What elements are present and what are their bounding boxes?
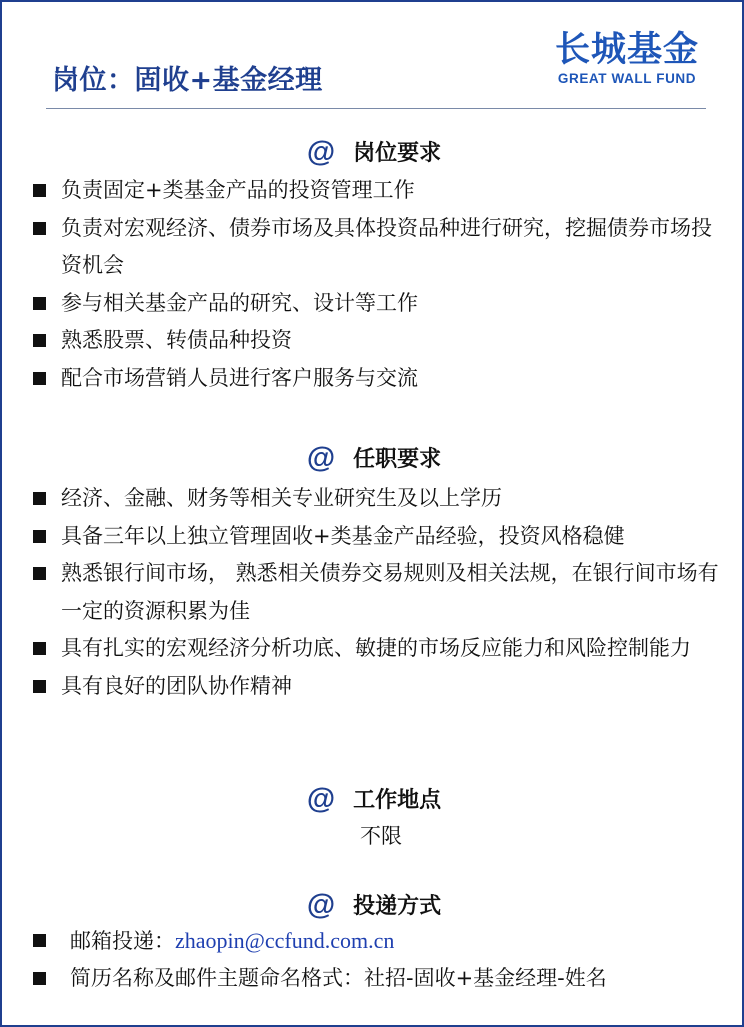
delivery-list <box>32 922 732 997</box>
list-item: 负责固定+类基金产品的投资管理工作 <box>32 172 732 210</box>
bullet-square-icon <box>33 184 46 197</box>
email-link[interactable]: zhaopin@ccfund.com.cn <box>175 928 395 953</box>
at-icon: @ <box>306 783 336 815</box>
section-heading-requirements <box>2 442 744 475</box>
section-heading-delivery <box>2 889 744 922</box>
list-item: 熟悉股票、转债品种投资 <box>32 322 732 360</box>
section-title: 投递方式 <box>353 894 442 919</box>
email-label: 邮箱投递： <box>70 929 175 953</box>
bullet-square-icon <box>33 642 46 655</box>
subject-format-text: 简历名称及邮件主题命名格式：社招-固收+基金经理-姓名 <box>70 966 607 990</box>
list-item: 具备三年以上独立管理固收+类基金产品经验，投资风格稳健 <box>32 518 732 556</box>
bullet-square-icon <box>33 530 46 543</box>
section-heading-responsibilities <box>2 136 744 169</box>
bullet-square-icon <box>33 567 46 580</box>
bullet-square-icon <box>33 334 46 347</box>
page-title: 岗位：固收+基金经理 <box>52 65 323 96</box>
list-item: 负责对宏观经济、债券市场及具体投资品种进行研究，挖掘债券市场投资机会 <box>32 210 732 285</box>
logo-english-text: GREAT WALL FUND <box>557 71 697 86</box>
list-item: 具有扎实的宏观经济分析功底、敏捷的市场反应能力和风险控制能力 <box>32 630 732 668</box>
requirements-list <box>32 480 732 705</box>
list-item: 参与相关基金产品的研究、设计等工作 <box>32 285 732 323</box>
list-item <box>32 960 732 997</box>
company-logo <box>542 30 712 90</box>
bullet-square-icon <box>33 972 46 985</box>
bullet-square-icon <box>33 934 46 947</box>
bullet-square-icon <box>33 492 46 505</box>
section-title: 岗位要求 <box>353 141 442 166</box>
location-value: 不限 <box>360 824 402 848</box>
header-divider <box>46 108 706 109</box>
list-item: 具有良好的团队协作精神 <box>32 668 732 706</box>
at-icon: @ <box>306 136 336 168</box>
section-title: 任职要求 <box>353 447 442 472</box>
at-icon: @ <box>306 889 336 921</box>
section-heading-location <box>2 783 744 816</box>
responsibilities-list <box>32 172 732 397</box>
at-icon: @ <box>306 442 336 474</box>
list-item: 熟悉银行间市场， 熟悉相关债券交易规则及相关法规，在银行间市场有一定的资源积累为佳 <box>32 555 732 630</box>
bullet-square-icon <box>33 680 46 693</box>
section-title: 工作地点 <box>353 788 442 813</box>
list-item: 经济、金融、财务等相关专业研究生及以上学历 <box>32 480 732 518</box>
list-item: 配合市场营销人员进行客户服务与交流 <box>32 360 732 398</box>
list-item <box>32 922 732 960</box>
bullet-square-icon <box>33 372 46 385</box>
logo-chinese-text: 长城基金 <box>554 30 699 70</box>
bullet-square-icon <box>33 297 46 310</box>
bullet-square-icon <box>33 222 46 235</box>
